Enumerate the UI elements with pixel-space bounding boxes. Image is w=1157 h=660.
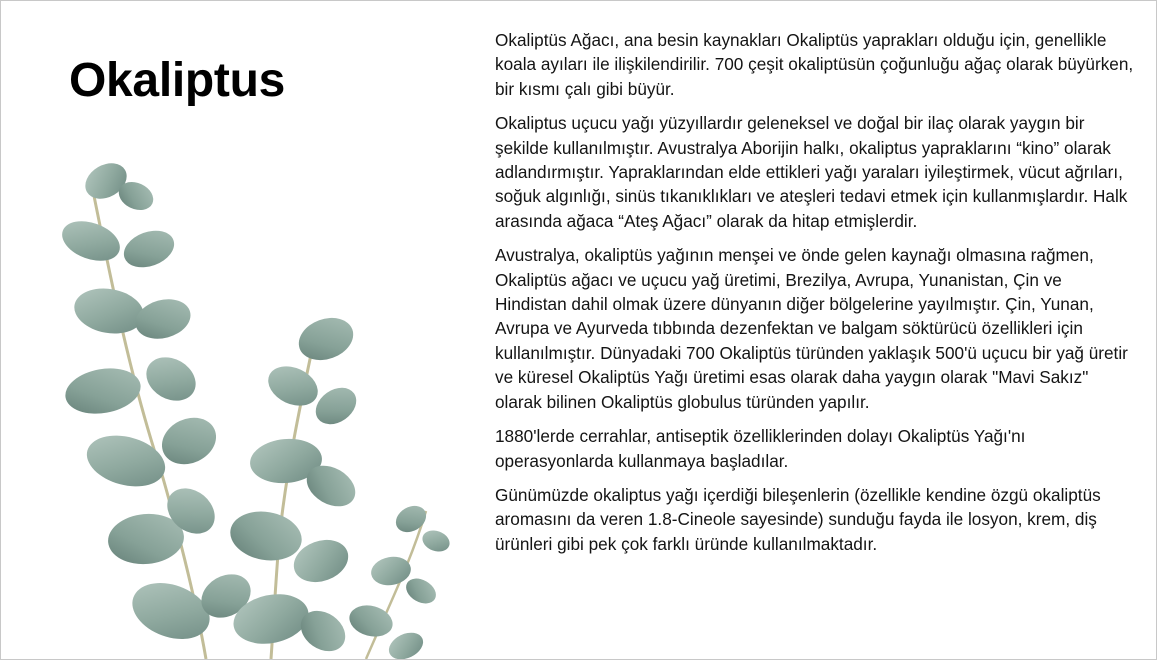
page-title: Okaliptus xyxy=(69,54,286,107)
paragraph-intro: Okaliptüs Ağacı, ana besin kaynakları Okaliptüs yaprakları olduğu için, genellikle koala ayıları ile ilişkilendirilir. 700 çeşit okaliptüsün çoğunluğu ağaç olarak büyürken, bir kısmı çalı gibi büyür. xyxy=(495,30,1134,99)
paragraph-history: Okaliptus uçucu yağı yüzyıllardır geleneksel ve doğal bir ilaç olarak yaygın bir şekilde kullanılmıştır. Avustralya Aborijin halkı, okaliptus yapraklarını “kino” olarak adlandırmıştır. Yapraklarından elde ettikleri yağı yaraları iyileştirmek, vücut ağrıları, soğuk algınlığı, sinüs tıkanıklıkları ve ateşleri tedavi etmek için kullanmışlardır. Halk arasında ağaca “Ateş Ağacı” olarak da hitap etmişlerdir. xyxy=(495,113,1128,231)
body-text xyxy=(495,28,1135,566)
paragraph-today: Günümüzde okaliptus yağı içerdiği bileşenlerin (özellikle kendine özgü okaliptüs aromasını da veren 1.8-Cineole sayesinde) sunduğu fayda ile losyon, krem, diş ürünleri gibi pek çok farklı üründe kullanılmaktadır. xyxy=(495,484,1101,554)
paragraph-spread: Avustralya, okaliptüs yağının menşei ve önde gelen kaynağı olmasına rağmen, Okaliptüs ağacı ve uçucu yağ üretimi, Brezilya, Avrupa, Yunanistan, Çin ve Hindistan dahil olmak üzere dünyanın diğer bölgelerine yayılmıştır. Çin, Yunan, Avrupa ve Ayurveda tıbbında dezenfektan ve balgam söktürücü özellikleri için kullanılmıştır. Dünyadaki 700 Okaliptüs türünden yaklaşık 500'ü uçucu bir yağ üretir ve küresel Okaliptüs Yağı üretimi esas olarak daha yaygın olarak "Mavi Sakız" olarak bilinen Okaliptüs globulus türünden yapılır. xyxy=(495,245,1128,412)
eucalyptus-branches-icon xyxy=(31,141,471,659)
paragraph-surgery: 1880'lerde cerrahlar, antiseptik özelliklerinden dolayı Okaliptüs Yağı'nı operasyonlarda kullanmaya başladılar. xyxy=(495,426,1026,471)
